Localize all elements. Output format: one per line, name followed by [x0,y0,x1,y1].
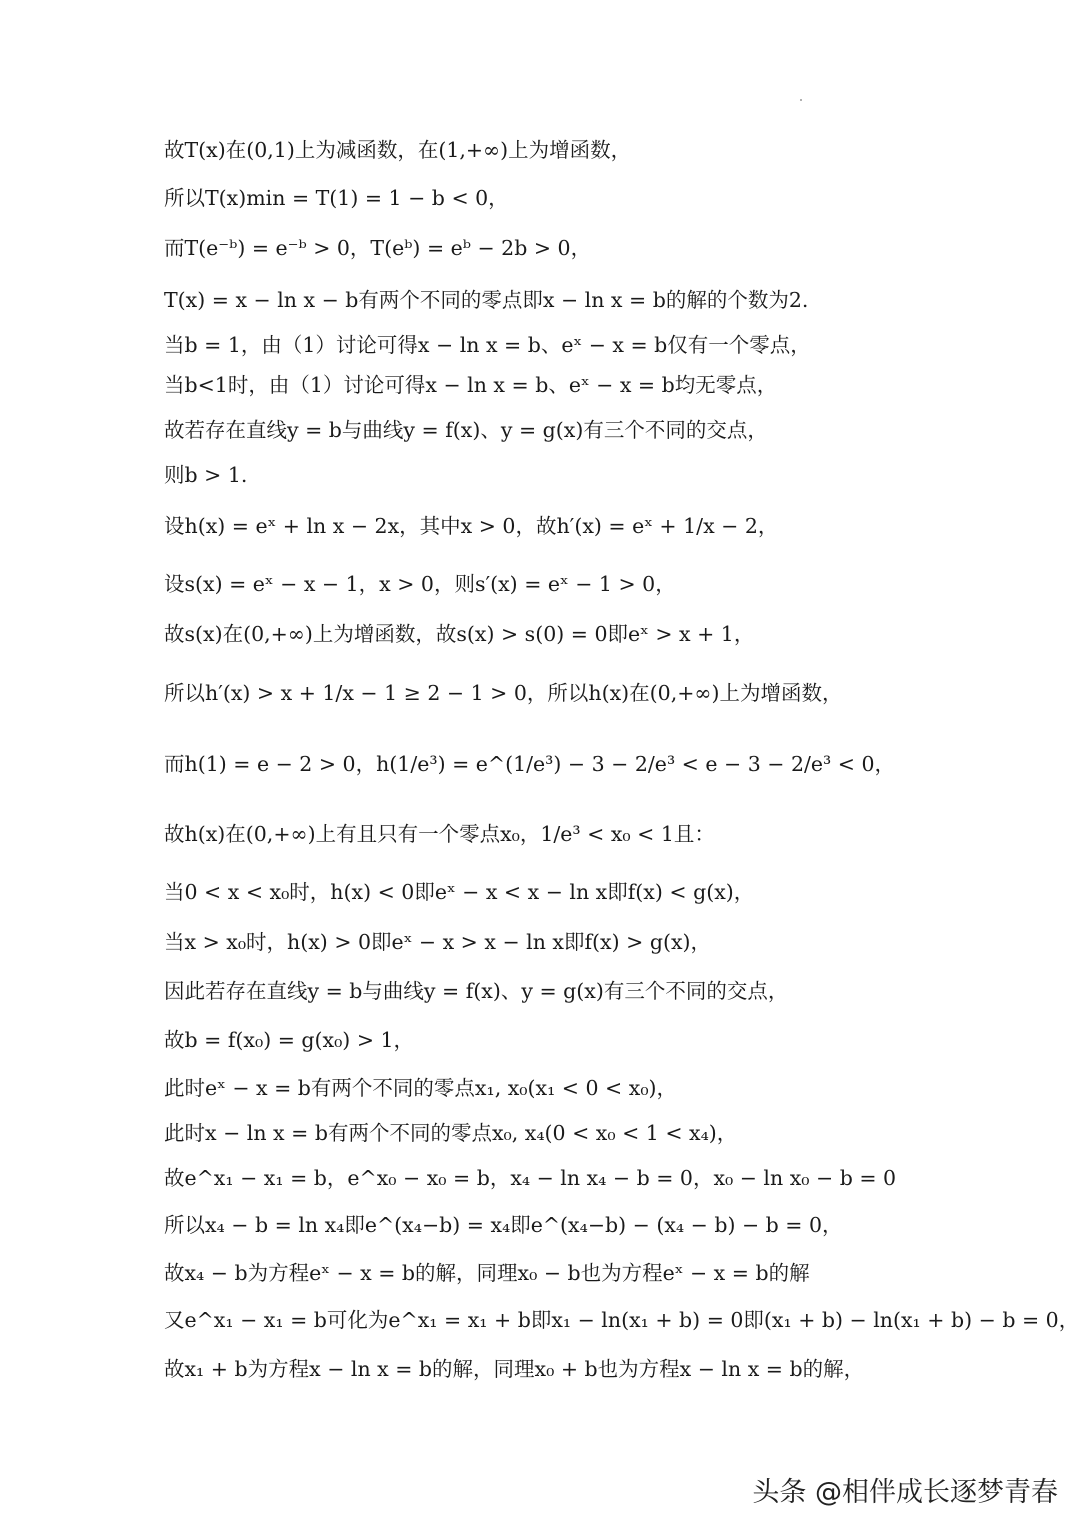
text-line: 故b = f(x₀) = g(x₀) > 1， [164,1028,415,1052]
text-line: 则b > 1. [164,463,248,487]
text-line: 而T(e⁻ᵇ) = e⁻ᵇ > 0，T(eᵇ) = eᵇ − 2b > 0， [164,236,592,260]
page-dot [800,99,802,101]
text-line: 当0 < x < x₀时，h(x) < 0即eˣ − x < x − ln x即f(x) < g(x)， [164,880,755,904]
text-line: 所以T(x)min = T(1) = 1 − b < 0， [164,186,509,210]
text-line: 当b<1时，由（1）讨论可得x − ln x = b、eˣ − x = b均无零点， [164,373,778,397]
text-line: 所以h′(x) > x + 1/x − 1 ≥ 2 − 1 > 0，所以h(x)在(0,+∞)上为增函数， [164,681,843,705]
text-line: 故e^x₁ − x₁ = b，e^x₀ − x₀ = b，x₄ − ln x₄ − b = 0，x₀ − ln x₀ − b = 0 [164,1166,897,1190]
watermark: 头条 @相伴成长逐梦青春 [752,1477,1058,1508]
text-line: 故s(x)在(0,+∞)上为增函数，故s(x) > s(0) = 0即eˣ > x + 1， [164,622,755,646]
text-line: 此时x − ln x = b有两个不同的零点x₀, x₄(0 < x₀ < 1 < x₄)， [164,1121,738,1145]
text-line: 故x₁ + b为方程x − ln x = b的解，同理x₀ + b也为方程x − ln x = b的解， [164,1357,865,1381]
text-line: 设h(x) = eˣ + ln x − 2x，其中x > 0，故h′(x) = eˣ + 1/x − 2， [164,514,779,538]
text-line: 当b = 1，由（1）讨论可得x − ln x = b、eˣ − x = b仅有一个零点， [164,333,811,357]
text-line: 此时eˣ − x = b有两个不同的零点x₁, x₀(x₁ < 0 < x₀)， [164,1076,678,1100]
text-line: 因此若存在直线y = b与曲线y = f(x)、y = g(x)有三个不同的交点， [164,979,789,1003]
text-line: 故T(x)在(0,1)上为减函数，在(1,+∞)上为增函数， [164,138,632,162]
text-line: 设s(x) = eˣ − x − 1，x > 0，则s′(x) = eˣ − 1 > 0， [164,572,676,596]
text-line: 又e^x₁ − x₁ = b可化为e^x₁ = x₁ + b即x₁ − ln(x₁ + b) = 0即(x₁ + b) − ln(x₁ + b) − b = 0， [164,1308,1080,1332]
text-line: 当x > x₀时，h(x) > 0即eˣ − x > x − ln x即f(x) > g(x)， [164,930,712,954]
text-line: 故若存在直线y = b与曲线y = f(x)、y = g(x)有三个不同的交点， [164,418,768,442]
text-line: T(x) = x − ln x − b有两个不同的零点即x − ln x = b的解的个数为2. [164,288,809,312]
text-line: 而h(1) = e − 2 > 0，h(1/e³) = e^(1/e³) − 3 − 2/e³ < e − 3 − 2/e³ < 0， [164,752,896,776]
text-line: 故x₄ − b为方程eˣ − x = b的解，同理x₀ − b也为方程eˣ − x = b的解 [164,1261,810,1285]
text-line: 所以x₄ − b = ln x₄即e^(x₄−b) = x₄即e^(x₄−b) − (x₄ − b) − b = 0， [164,1213,843,1237]
text-line: 故h(x)在(0,+∞)上有且只有一个零点x₀，1/e³ < x₀ < 1且： [164,822,715,846]
